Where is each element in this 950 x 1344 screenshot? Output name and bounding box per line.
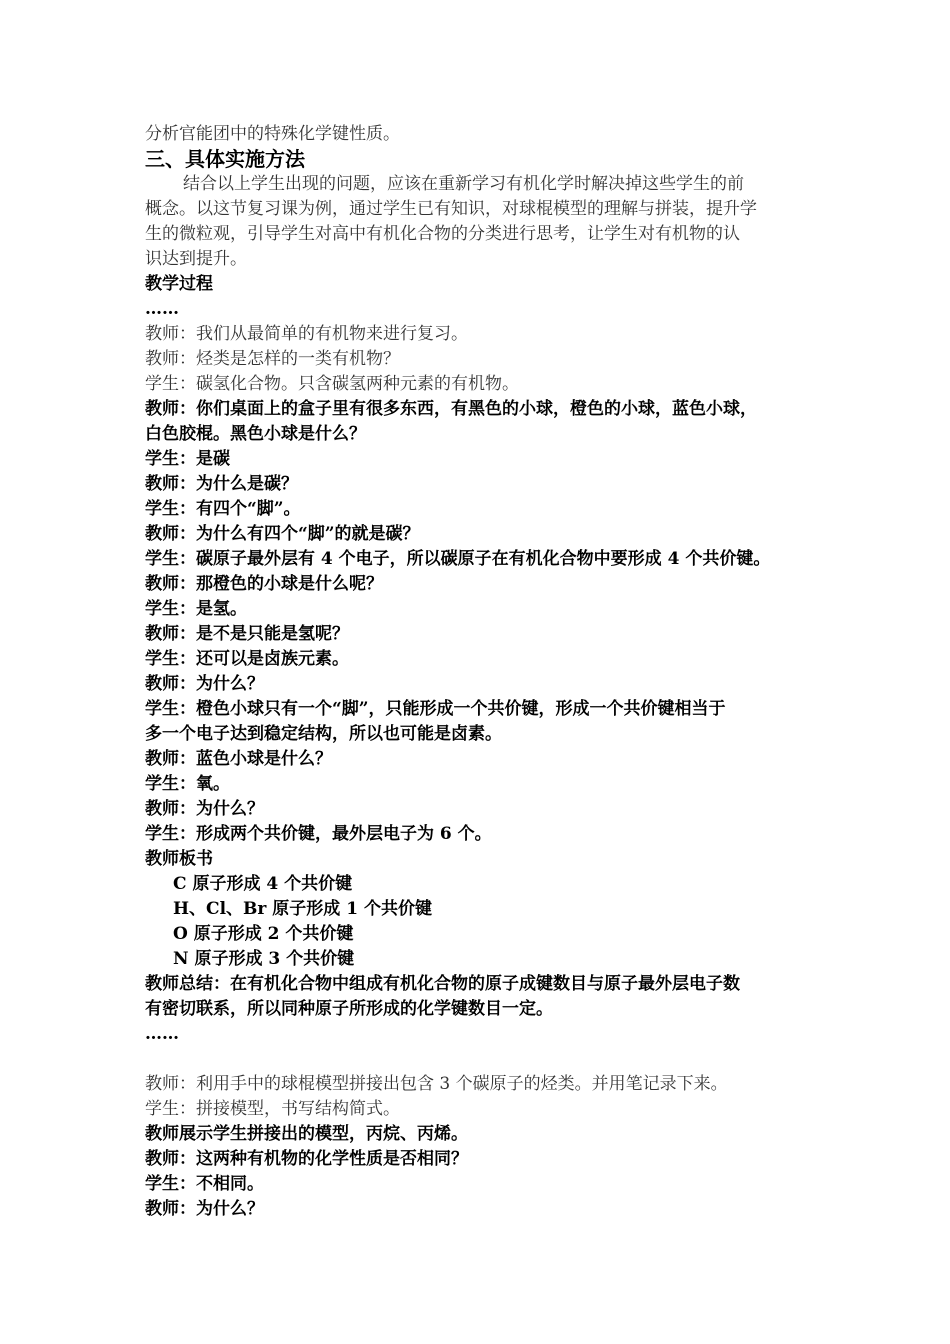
dialogue-block-2	[145, 1072, 815, 1222]
document-page	[145, 122, 815, 1222]
dialogue-line: 教师：为什么？	[145, 1199, 264, 1219]
process-title: 教学过程	[145, 274, 213, 294]
paragraph-line: 结合以上学生出现的问题，应该在重新学习有机化学时解决掉这些学生的前	[183, 174, 744, 194]
dialogue-line: 学生：不相同。	[145, 1174, 264, 1194]
section-title: 三、具体实施方法	[145, 147, 305, 171]
dialogue-line: 教师：为什么是碳？	[145, 474, 298, 494]
paragraph-line: 概念。以这节复习课为例，通过学生已有知识，对球棍模型的理解与拼装，提升学	[145, 199, 757, 219]
dialogue-line: 教师：蓝色小球是什么？	[145, 749, 332, 769]
dialogue-line: 学生：拼接模型，书写结构简式。	[145, 1099, 400, 1119]
dialogue-line: 教师：我们从最简单的有机物来进行复习。	[145, 324, 468, 344]
ellipsis: ……	[145, 299, 179, 319]
dialogue-line: 教师：烃类是怎样的一类有机物？	[145, 349, 400, 369]
dialogue-line: 教师：为什么有四个“脚”的就是碳？	[145, 524, 420, 544]
dialogue-line: 学生：碳原子最外层有 4 个电子，所以碳原子在有机化合物中要形成 4 个共价键。	[145, 549, 771, 569]
dialogue-block	[145, 322, 815, 847]
dialogue-line: 学生：有四个“脚”。	[145, 499, 301, 519]
dialogue-line: 学生：碳氢化合物。只含碳氢两种元素的有机物。	[145, 374, 519, 394]
board-line: H、Cl、Br 原子形成 1 个共价键	[173, 899, 432, 919]
dialogue-line: 学生：氧。	[145, 774, 230, 794]
blank-line	[145, 1047, 815, 1072]
board-line: N 原子形成 3 个共价键	[173, 949, 355, 969]
paragraph-line: 识达到提升。	[145, 249, 247, 269]
dialogue-line: 教师：为什么？	[145, 674, 264, 694]
summary-line: 教师总结：在有机化合物中组成有机化合物的原子成键数目与原子最外层电子数	[145, 974, 740, 994]
dialogue-line: 学生：橙色小球只有一个“脚”，只能形成一个共价键，形成一个共价键相当于	[145, 699, 726, 719]
dialogue-line: 教师：是不是只能是氢呢？	[145, 624, 349, 644]
dialogue-line: 教师展示学生拼接出的模型，丙烷、丙烯。	[145, 1124, 468, 1144]
ellipsis-2: ……	[145, 1024, 179, 1044]
board-line: C 原子形成 4 个共价键	[173, 874, 353, 894]
paragraph	[145, 172, 815, 272]
dialogue-line: 教师：为什么？	[145, 799, 264, 819]
dialogue-line: 学生：还可以是卤族元素。	[145, 649, 349, 669]
intro-line: 分析官能团中的特殊化学键性质。	[145, 124, 400, 144]
dialogue-line: 教师：这两种有机物的化学性质是否相同？	[145, 1149, 468, 1169]
dialogue-line: 教师：你们桌面上的盒子里有很多东西，有黑色的小球，橙色的小球，蓝色小球，	[145, 399, 757, 419]
paragraph-line: 生的微粒观，引导学生对高中有机化合物的分类进行思考，让学生对有机物的认	[145, 224, 740, 244]
summary-line: 有密切联系，所以同种原子所形成的化学键数目一定。	[145, 999, 553, 1019]
dialogue-line: 学生：是碳	[145, 449, 230, 469]
dialogue-line: 白色胶棍。黑色小球是什么？	[145, 424, 366, 444]
dialogue-line: 学生：是氢。	[145, 599, 247, 619]
summary	[145, 972, 815, 1022]
dialogue-line: 教师：利用手中的球棍模型拼接出包含 3 个碳原子的烃类。并用笔记录下来。	[145, 1074, 728, 1094]
dialogue-line: 教师：那橙色的小球是什么呢？	[145, 574, 383, 594]
dialogue-line: 学生：形成两个共价键，最外层电子为 6 个。	[145, 824, 492, 844]
dialogue-line: 多一个电子达到稳定结构，所以也可能是卤素。	[145, 724, 502, 744]
board-line: O 原子形成 2 个共价键	[173, 924, 354, 944]
board-lines	[145, 872, 815, 972]
board-title: 教师板书	[145, 849, 213, 869]
